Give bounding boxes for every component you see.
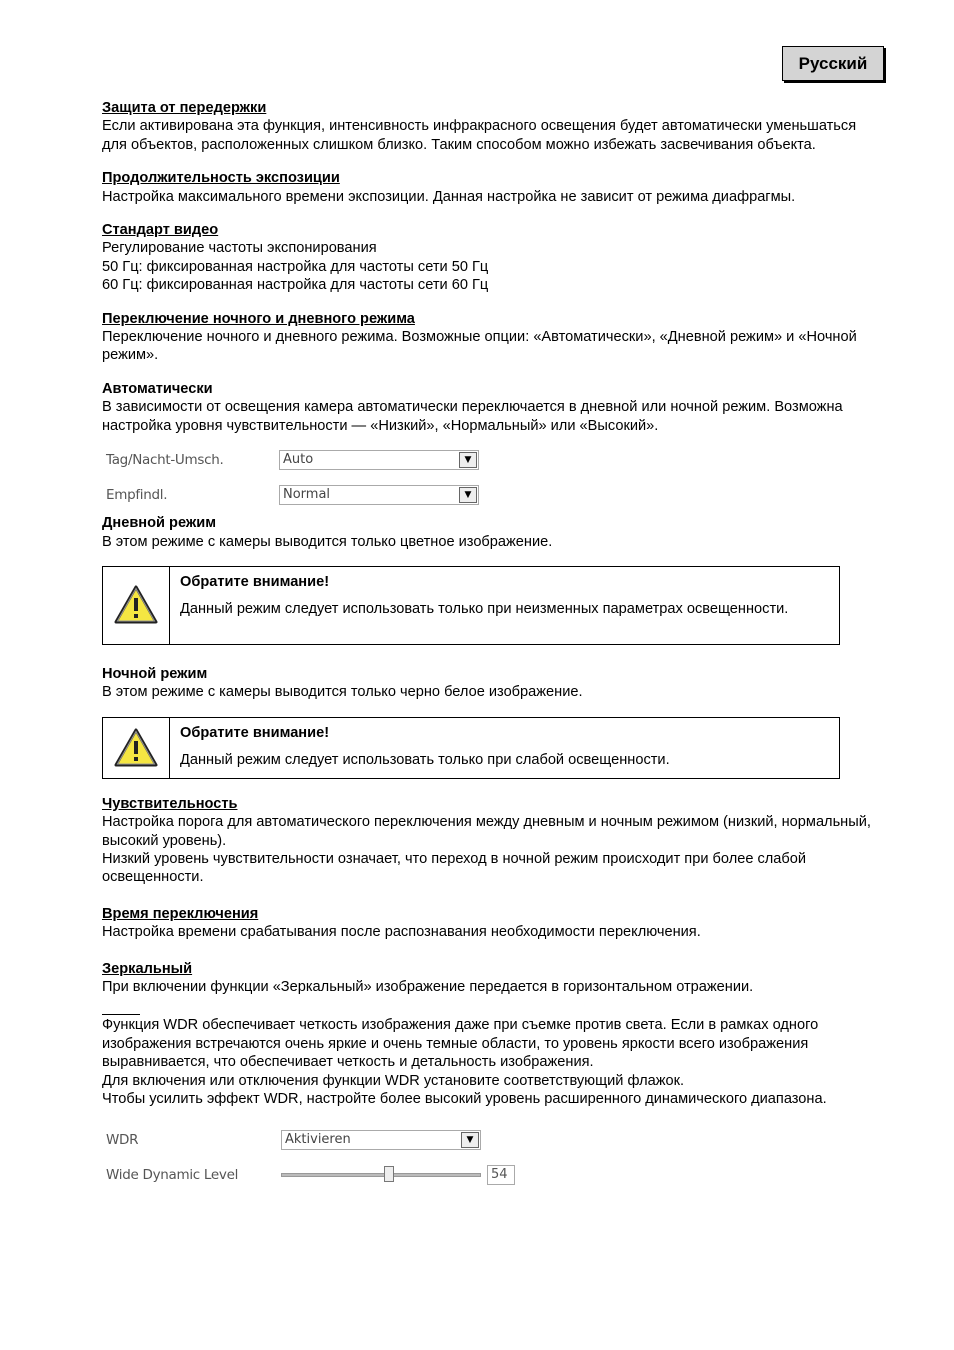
- select-value: Auto: [283, 451, 314, 467]
- wdr-row: [102, 1128, 872, 1152]
- wdr-select[interactable]: [281, 1130, 481, 1150]
- daynight-select[interactable]: [279, 450, 479, 470]
- section-title: Защита от передержки: [102, 100, 267, 116]
- section-exposure-time: [102, 169, 872, 206]
- empty-heading-underline: [102, 1014, 140, 1015]
- section-text: В зависимости от освещения камера автоматически переключается в дневной или ночной режим. Возможна настройка уровня чувствительности — «Низкий», «Нормальный» или «Высокий».: [102, 399, 843, 434]
- section-title: Время переключения: [102, 905, 259, 922]
- section-text: Настройка максимального времени экспозиции. Данная настройка не зависит от режима диафрагмы.: [102, 188, 796, 205]
- section-title: Переключение ночного и дневного режима: [102, 310, 415, 327]
- sensitivity-select[interactable]: [279, 485, 479, 505]
- select-value: Aktivieren: [285, 1132, 351, 1148]
- section-backlight-protection: [102, 99, 872, 154]
- daynight-label: Tag/Nacht-Umsch.: [106, 451, 224, 468]
- slider-thumb[interactable]: [384, 1166, 394, 1182]
- section-text: Настройка времени срабатывания после распознавания необходимости переключения.: [102, 924, 701, 941]
- wdr-settings-screenshot: [102, 1128, 872, 1187]
- wdr-level-row: [102, 1163, 872, 1187]
- notice-box-night: [102, 717, 840, 779]
- notice-text: Данный режим следует использовать только при слабой освещенности.: [180, 752, 670, 769]
- section-video-standard: [102, 221, 872, 295]
- select-value: Normal: [283, 486, 331, 502]
- section-text: Настройка порога для автоматического переключения между дневным и ночным режимом (низкий, нормальный, высокий уровень).: [102, 814, 871, 849]
- section-title: Зеркальный: [102, 960, 193, 977]
- wdr-level-label: Wide Dynamic Level: [106, 1167, 239, 1184]
- section-title: Продолжительность экспозиции: [102, 170, 340, 187]
- section-mirror: [102, 960, 872, 997]
- notice-text: Данный режим следует использовать только при неизменных параметрах освещенности.: [180, 601, 789, 618]
- section-text: 60 Гц: фиксированная настройка для частоты сети 60 Гц: [102, 277, 489, 294]
- chevron-down-icon[interactable]: ▼: [459, 452, 477, 468]
- warning-triangle-icon: [114, 728, 158, 768]
- section-text: В этом режиме с камеры выводится только цветное изображение.: [102, 533, 553, 550]
- warning-triangle-icon: [114, 585, 158, 625]
- notice-title: Обратите внимание!: [180, 573, 330, 590]
- section-wdr: [102, 1014, 872, 1108]
- chevron-down-icon[interactable]: ▼: [461, 1132, 479, 1148]
- section-day-mode: [102, 514, 872, 551]
- notice-title: Обратите внимание!: [180, 724, 330, 741]
- icon-cell: [103, 718, 170, 778]
- section-sensitivity: [102, 795, 872, 887]
- chevron-down-icon[interactable]: ▼: [459, 487, 477, 503]
- section-text: 50 Гц: фиксированная настройка для частоты сети 50 Гц: [102, 258, 489, 275]
- section-title: Чувствительность: [102, 795, 238, 812]
- daynight-settings-screenshot: [102, 448, 872, 507]
- section-title: Дневной режим: [102, 515, 217, 532]
- document-body: [102, 99, 872, 1198]
- section-day-night-switch: [102, 310, 872, 365]
- wdr-label: WDR: [106, 1132, 139, 1149]
- notice-content: [170, 567, 798, 644]
- icon-cell: [103, 567, 170, 644]
- section-text: Регулирование частоты экспонирования: [102, 240, 377, 257]
- language-badge: Русский: [782, 46, 884, 81]
- section-night-mode: [102, 665, 872, 702]
- sensitivity-label: Empfindl.: [106, 486, 168, 503]
- section-text: Переключение ночного и дневного режима. Возможные опции: «Автоматически», «Дневной режим» и «Ночной режим».: [102, 329, 857, 364]
- section-auto: [102, 380, 872, 435]
- section-title: Стандарт видео: [102, 222, 219, 239]
- section-text: При включении функции «Зеркальный» изображение передается в горизонтальном отражении.: [102, 978, 754, 995]
- wdr-level-slider[interactable]: [281, 1173, 481, 1177]
- notice-box-day: [102, 566, 840, 645]
- section-text: Для включения или отключения функции WDR установите соответствующий флажок.: [102, 1072, 685, 1089]
- section-text: Низкий уровень чувствительности означает, что переход в ночной режим происходит при более слабой освещенности.: [102, 850, 807, 886]
- section-text: Чтобы усилить эффект WDR, настройте более высокий уровень расширенного динамического диапазона.: [102, 1091, 827, 1107]
- section-title: Ночной режим: [102, 665, 208, 682]
- section-text: Если активирована эта функция, интенсивность инфракрасного освещения будет автоматически уменьшаться для объектов, расположенных слишком близко. Таким способом можно избежать засвечивания объекта.: [102, 118, 857, 153]
- sensitivity-row: [102, 483, 872, 507]
- section-text: В этом режиме с камеры выводится только черно белое изображение.: [102, 684, 583, 701]
- wdr-level-value[interactable]: 54: [487, 1165, 515, 1185]
- daynight-row: [102, 448, 872, 472]
- section-text: Функция WDR обеспечивает четкость изображения даже при съемке против света. Если в рамках одного изображения встречаются очень яркие и очень темные области, то уровень яркости всего изображения выравнивается, что обеспечивает четкость и детальность изображения.: [102, 1017, 819, 1071]
- section-switch-time: [102, 905, 872, 942]
- notice-content: [170, 718, 680, 778]
- section-title: Автоматически: [102, 380, 213, 397]
